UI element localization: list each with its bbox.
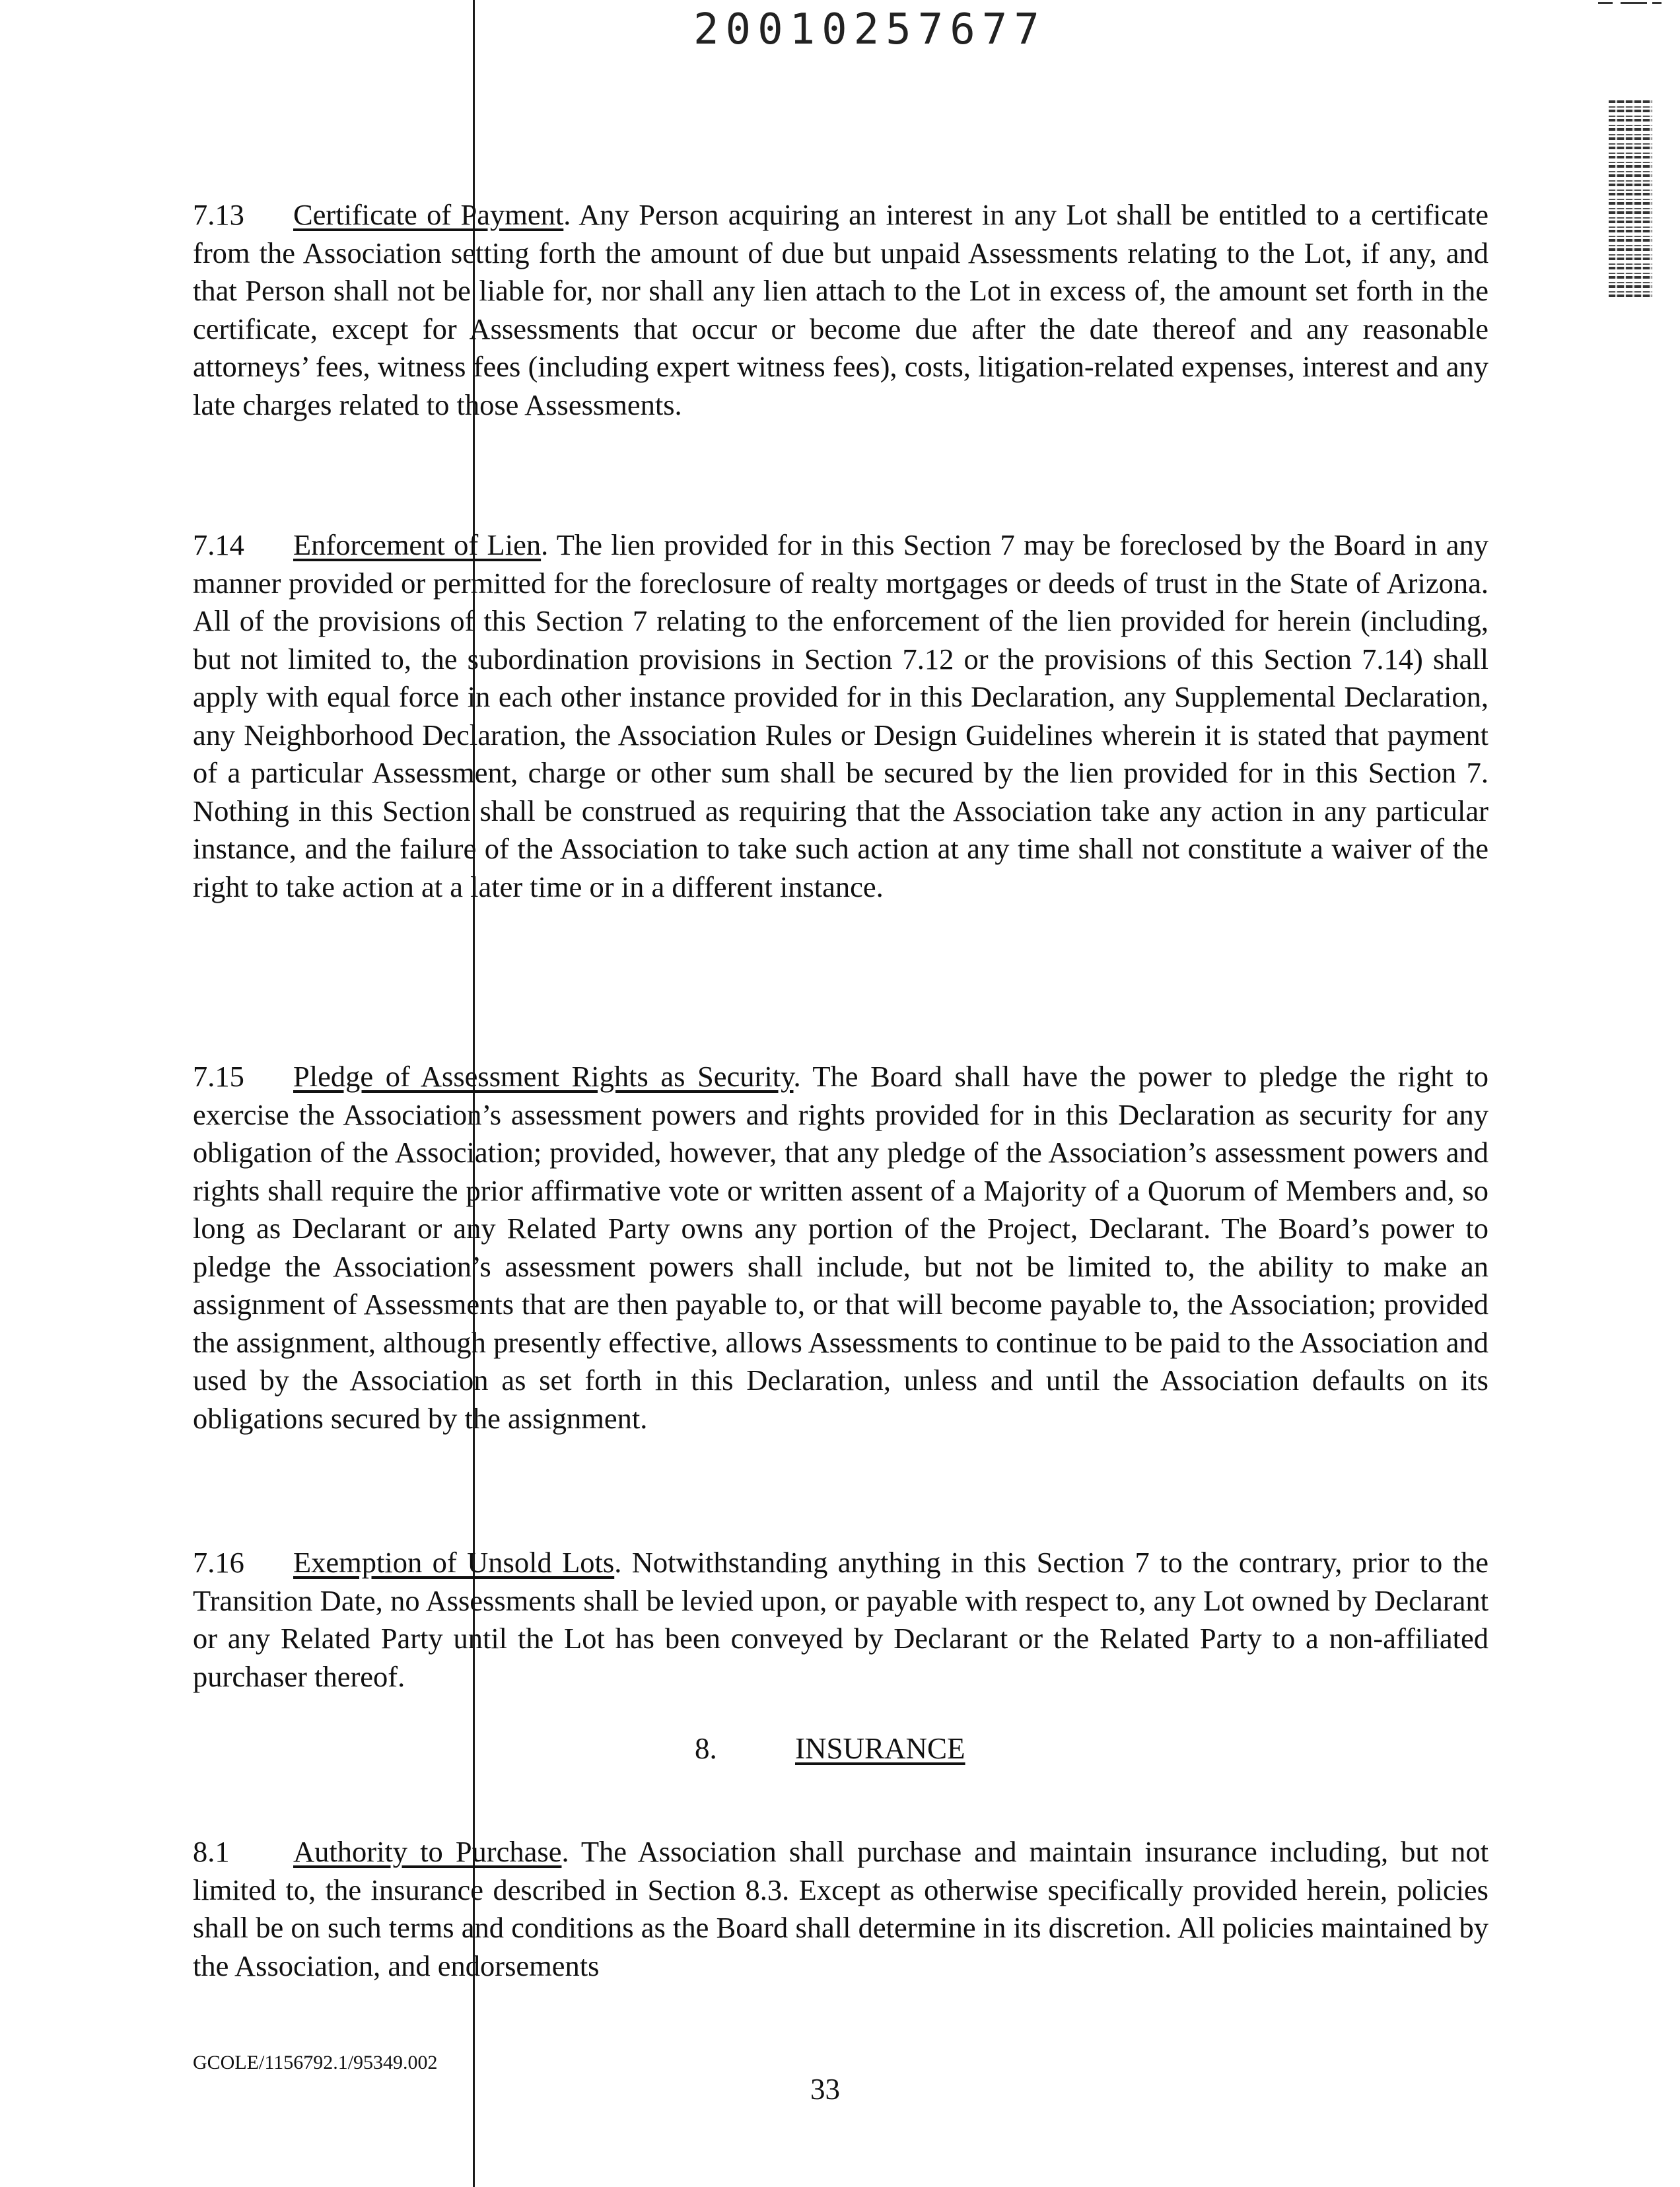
section-number: 8.1 <box>193 1835 230 1868</box>
section-7-15 <box>193 1058 1488 1438</box>
section-7-14 <box>193 526 1488 906</box>
section-body: . The lien provided for in this Section 7 may be foreclosed by the Board in any manner provided or permitted for the foreclosure of realty mortgages or deeds of trust in the State of Arizona. All of the provisions of this Section 7 relating to the enforcement of the lien provided for herein (including, but not limited to, the subordination provisions in Section 7.12 or the provisions of this Section 7.14) shall apply with equal force in each other instance provided for in this Declaration, any Supplemental Declaration, any Neighborhood Declaration, the Association Rules or Design Guidelines wherein it is stated that payment of a particular Assessment, charge or other sum shall be secured by the lien provided for in this Section 7. Nothing in this Section shall be construed as requiring that the Association take any action in any particular instance, and the failure of the Association to take such action at any time shall not constitute a waiver of the right to take action at a later time or in a different instance. <box>193 528 1488 903</box>
article-heading-insurance <box>695 1730 965 1768</box>
section-title: Certificate of Payment <box>293 198 564 231</box>
heading-number: 8. <box>695 1732 717 1765</box>
section-number: 7.14 <box>193 528 244 561</box>
section-7-16 <box>193 1544 1488 1696</box>
section-title: Enforcement of Lien <box>293 528 542 561</box>
section-number: 7.16 <box>193 1546 244 1579</box>
section-body: . The Association shall purchase and maintain insurance including, but not limited to, the insurance described in Section 8.3. Except as otherwise specifically provided herein, policies shall be on such terms and conditions as the Board shall determine in its discretion. All policies maintained by the Association, and endorsements <box>193 1835 1488 1982</box>
section-8-1 <box>193 1833 1488 1985</box>
section-number: 7.13 <box>193 198 244 231</box>
recording-number: 20010257677 <box>693 5 1046 54</box>
section-title: Exemption of Unsold Lots <box>293 1546 615 1579</box>
section-body: . Any Person acquiring an interest in any Lot shall be entitled to a certificate from the Association setting forth the amount of due but unpaid Assessments relating to the Lot, if any, and that Person shall not be liable for, nor shall any lien attach to the Lot in excess of, the amount set forth in the certificate, except for Assessments that occur or become due after the date thereof and any reasonable attorneys’ fees, witness fees (including expert witness fees), costs, litigation-related expenses, interest and any late charges related to those Assessments. <box>193 198 1488 421</box>
page-number: 33 <box>810 2073 840 2106</box>
corner-scan-mark <box>1598 0 1664 8</box>
section-body: . Notwithstanding anything in this Section 7 to the contrary, prior to the Transition Date, no Assessments shall be levied upon, or payable with respect to, any Lot owned by Declarant or any Related Party until the Lot has been conveyed by Declarant or the Related Party to a non-affiliated purchaser thereof. <box>193 1546 1488 1693</box>
section-title: Authority to Purchase <box>293 1835 562 1868</box>
section-number: 7.15 <box>193 1060 244 1093</box>
section-7-13 <box>193 196 1488 424</box>
side-barcode-stamp <box>1609 99 1652 297</box>
heading-title: INSURANCE <box>795 1732 965 1765</box>
section-title: Pledge of Assessment Rights as Security <box>293 1060 794 1093</box>
section-body: . The Board shall have the power to pledge the right to exercise the Association’s assessment powers and rights provided for in this Declaration as security for any obligation of the Association; provided, however, that any pledge of the Association’s assessment powers and rights shall require the prior affirmative vote or written assent of a Majority of a Quorum of Members and, so long as Declarant or any Related Party owns any portion of the Project, Declarant. The Board’s power to pledge the Association’s assessment powers shall include, but not be limited to, the ability to make an assignment of Assessments that are then payable to, or that will become payable to, the Association; provided the assignment, although presently effective, allows Assessments to continue to be paid to the Association and used by the Association as set forth in this Declaration, unless and until the Association defaults on its obligations secured by the assignment. <box>193 1060 1488 1435</box>
footer-document-id: GCOLE/1156792.1/95349.002 <box>193 2052 438 2073</box>
